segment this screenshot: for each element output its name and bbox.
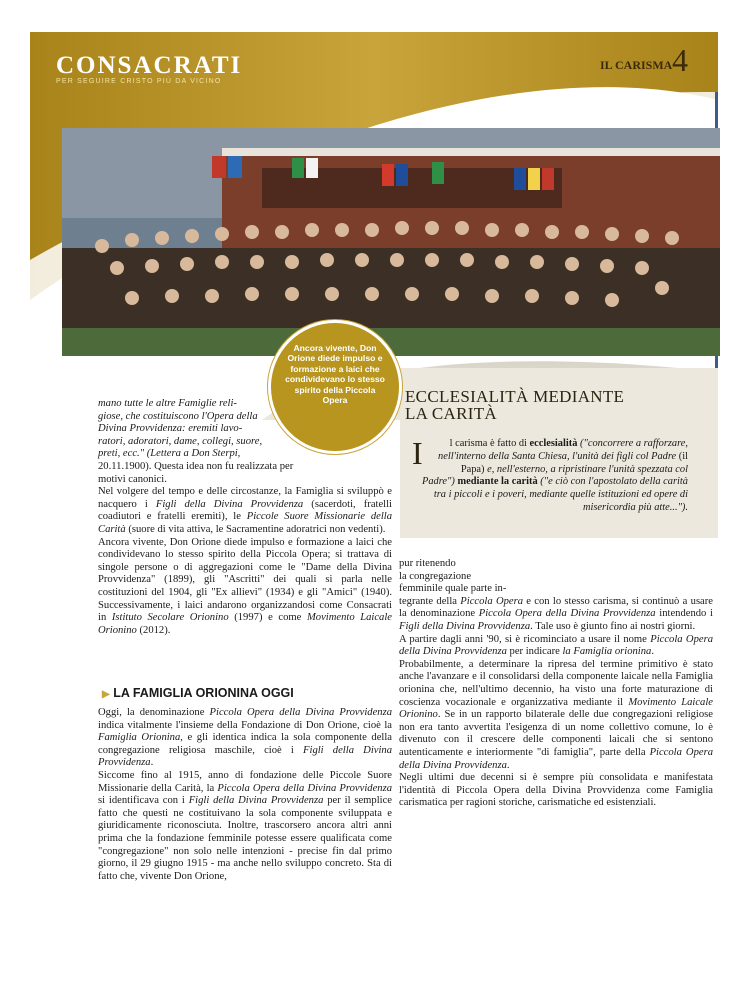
section-label: IL CARISMA: [600, 58, 673, 72]
caption-text: Ancora vivente, Don Orione diede impulso e formazione a laici che condividevano lo stesso spirito della Piccola Opera: [285, 343, 385, 406]
left-p1-l2: giose, che costituiscono l'Opera della: [98, 410, 258, 422]
left-p4-i1: Piccola Opera della Divina Provvidenza: [209, 707, 392, 718]
left-p1-tail: [98, 461, 392, 486]
right-p3-a: Probabilmente, a determinare la ripresa del termine primitivo è stato anche l'avanzare e il consolidarsi della componente laicale nella Famiglia orionina che, nell'ultimo decennio, ha visto una forte maturazione di coscienza vocazionale e organizzativa mediante il: [399, 658, 713, 708]
right-p1-d: . Tale uso è giunto fino ai nostri giorni.: [530, 620, 696, 632]
left-p5-i2: Figli della Divina Provvidenza: [188, 795, 324, 807]
right-line3: femminile quale parte in-: [399, 583, 507, 595]
left-p4-i3: Figli della Divina Provvidenza: [98, 744, 392, 769]
right-line1: pur ritenendo: [399, 558, 456, 569]
left-p3-i2: Movimento Laicale Orionino: [98, 612, 392, 636]
right-p3-i1: Movimento Laicale Orionino: [399, 696, 713, 721]
left-p1-l3: Divina Provvidenza: eremiti lavo-: [98, 423, 243, 435]
left-p5-i1: Piccola Opera della Divina Provvidenza: [217, 782, 392, 794]
left-p2-i1: Figli della Divina Provvidenza: [155, 498, 304, 510]
left-p3-a: Ancora vivente, Don Orione diede impulso e formazione a laici che condividevano lo stesso spirito della Piccola Opera; si trattava di singole persone o di aggregazioni come le "Dame della Divina Provvidenza" (1899), gli "Ascritti" dei quali si parla nelle costituzioni del 1904, gli "Ex allievi" (1934) e gli "Amici" (1940). Successivamente, i laici andarono organizzandosi come Consacrati in: [98, 536, 392, 624]
right-line2: la congregazione: [399, 570, 472, 582]
left-p2: [98, 486, 392, 536]
left-p3-c: (2012).: [136, 624, 171, 636]
right-p2-a: A partire dagli anni '90, si è ricominciato a usare il nome: [399, 633, 651, 645]
group-photo: [62, 128, 720, 356]
right-p2-b: per indicare: [506, 646, 563, 658]
right-column: [399, 558, 713, 810]
quote-f: ("e ciò con l'apostolato della carità tra i piccoli e i poveri, mediante quelle istituzioni ed opere di misericordia più atte...").: [433, 476, 688, 513]
quote-b1: ecclesialità: [529, 438, 578, 449]
title-line1: ECCLESIALITÀ MEDIANTE: [405, 387, 625, 406]
right-p1-i1: Piccola Opera: [460, 595, 524, 607]
left-p5-b: si identificava con i: [98, 795, 189, 807]
charism-quote: [412, 435, 688, 515]
left-p1-l7: motivi canonici.: [98, 473, 167, 485]
masthead-logo: [56, 52, 242, 85]
arrow-icon: ▶: [102, 689, 110, 700]
right-p3: [399, 659, 713, 772]
page-number: 4: [672, 42, 688, 78]
quote-c: ("concorrere a rafforzare, nell'interno della Santa Chiesa, l'unità dei figli col Padre: [438, 438, 688, 462]
left-p3-i1: Istituto Secolare Orionino: [111, 612, 229, 624]
right-p3-c: .: [506, 759, 510, 771]
left-p3-b: (1997) e come: [228, 612, 307, 624]
left-p2-i2: Piccole Suore Missionarie della Carità: [98, 511, 393, 535]
left-p4-b: indica vitalmente l'insieme della Fondazione di Don Orione, cioè la: [98, 719, 392, 731]
left-p1-l4: ratori, adoratori, dame, collegi, suore,: [98, 435, 263, 447]
right-p3-i2: Piccola Opera della Divina Provvidenza: [399, 746, 713, 771]
left-p2-a: Nel volgere del tempo e delle circostanze, la Famiglia si sviluppò e nacquero i: [98, 486, 392, 510]
right-p2-i1: Piccola Opera della Divina Provvidenza: [399, 633, 713, 658]
logo-tagline: PER SEGUIRE CRISTO PIÙ DA VICINO: [56, 78, 222, 85]
left-p5: [98, 770, 392, 883]
heading-famiglia-text: LA FAMIGLIA ORIONINA OGGI: [113, 686, 294, 700]
right-p1-b: e con lo stesso carisma, si continuò a usare la denominazione: [399, 595, 713, 620]
left-column-lower: [98, 707, 392, 883]
right-p3-b: . Se in un rapporto bilaterale delle due congregazioni religiose non era tanto avvertita l'esigenza di un nome collettivo comune, lo è divenuto con il crescere delle componenti laicali che si sentono autenticamente e interiormente "di famiglia", parte della: [399, 709, 713, 758]
left-p4-d: .: [150, 757, 154, 769]
right-p4: Negli ultimi due decenni si è sempre più consolidata e manifestata l'identità di Piccola Opera della Divina Provvidenza come Famiglia carismatica per ragioni storiche, carismatiche ed esistenziali.: [399, 772, 713, 809]
right-short-lines: [399, 558, 713, 596]
left-p4-i2: Famiglia Orionina: [98, 732, 181, 744]
quote-d: (il Papa): [460, 450, 688, 475]
quote-e: e, nell'esterno, a ripristinare l'unità spezzata col Padre"): [422, 463, 688, 488]
right-p1: [399, 596, 713, 634]
left-p2-b: (sacerdoti, fratelli coadiutori e fratelli eremiti), le: [98, 498, 392, 523]
left-p2-c: (suore di vita attiva, le Sacramentine adoratrici non vedenti).: [125, 523, 386, 535]
left-column: [98, 398, 392, 637]
right-p2-i2: la Famiglia orionina: [562, 646, 652, 658]
left-p4-a: Oggi, la denominazione: [98, 707, 210, 718]
right-p2: [399, 634, 713, 659]
left-p5-a: Siccome fino al 1915, anno di fondazione delle Piccole Suore Missionarie della Carità, la: [98, 769, 392, 794]
left-p1: [98, 398, 278, 461]
left-p4: [98, 707, 392, 770]
left-p3: [98, 537, 392, 638]
title-line2: LA CARITÀ: [405, 404, 497, 423]
logo-text: CONSACRATI: [56, 52, 243, 79]
left-p5-c: per il semplice fatto che questi ne costituivano la sola componente sviluppata e giuridicamente riconosciuta. Inoltre, trascorsero ancora altri anni prima che la fondazione femminile potesse essere qualificata come "congregazione" non solo nelle intenzioni - precise fin dal primo giorno, il 29 giugno 1915 - ma anche nello sviluppo concreto. Sta di fatto che, vivente Don Orione,: [98, 795, 393, 882]
right-p1-a: tegrante della: [399, 595, 461, 607]
right-p2-c: .: [651, 646, 654, 658]
left-p4-c: , e gli identica indica la sola componente della congregazione religiosa maschile, cioè i: [98, 732, 392, 756]
left-p1-l5: preti, ecc." (Lettera a Don Sterpi,: [98, 448, 241, 460]
section-heading-famiglia: [102, 686, 294, 700]
right-p1-c: intendendo i: [655, 608, 713, 620]
left-p1-l6: 20.11.1900). Questa idea non fu realizzata per: [98, 460, 294, 472]
quote-b2: mediante la carità: [454, 476, 538, 488]
right-p1-i2: Piccola Opera della Divina Provvidenza: [478, 608, 656, 620]
quote-a: l carisma è fatto di: [449, 438, 530, 449]
section-title-ecclesialita: [405, 388, 624, 422]
left-p1-l1: mano tutte le altre Famiglie reli-: [98, 398, 237, 409]
drop-cap: I: [412, 435, 423, 471]
right-p1-i3: Figli della Divina Provvidenza: [399, 620, 531, 632]
